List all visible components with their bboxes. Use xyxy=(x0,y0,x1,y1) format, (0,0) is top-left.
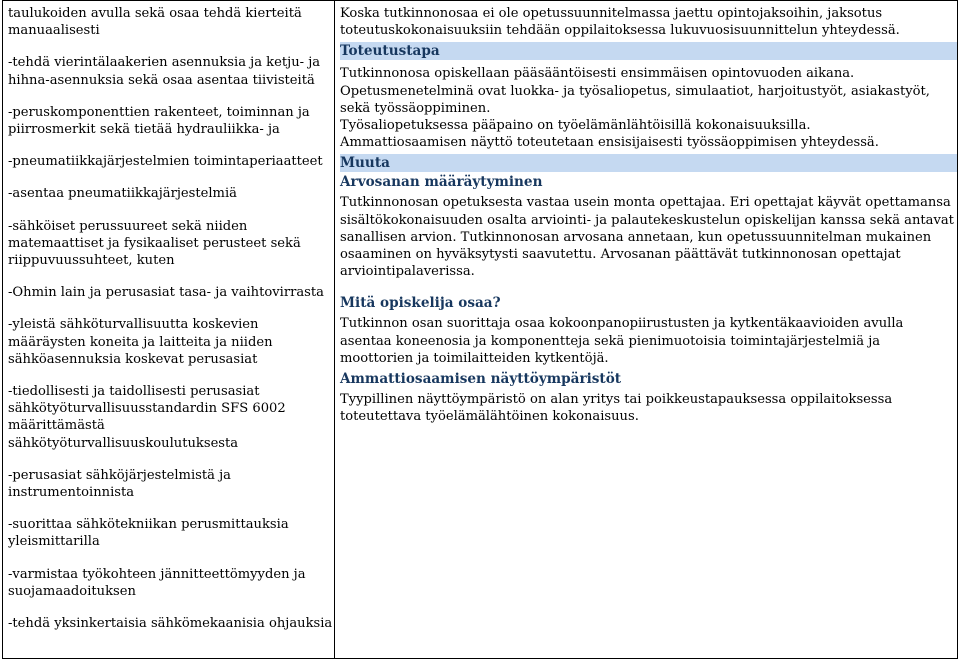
left-item: -tehdä vierintälaakerien asennuksia ja ketju- ja hihna-asennuksia sekä osaa asentaa tiivisteitä xyxy=(8,55,321,88)
ymparisto-text: Tyypillinen näyttöympäristö on alan yritys tai poikkeustapauksessa oppilaitoksessa toteutettava työelämälähtöinen kokonaisuus. xyxy=(340,392,893,425)
left-item: -perusasiat sähköjärjestelmistä ja instrumentoinnista xyxy=(8,467,231,501)
left-item: -yleistä sähköturvallisuutta koskevien määräysten koneita ja laitteita ja niiden sähköasennuksia koskevat perusasiat xyxy=(8,317,273,367)
mita-text: Tutkinnon osan suorittaja osaa kokoonpanopiirustusten ja kytkentäkaavioiden avulla asentaa koneenosia ja komponentteja sekä pienimuotoisia toimintajärjestelmiä ja moottorien ja toimilaitteiden kytkentöjä. xyxy=(340,316,904,366)
left-item: -sähköiset perussuureet sekä niiden matemaattiset ja fysikaaliset perusteet sekä riippuvuussuhteet, kuten xyxy=(8,218,301,269)
left-item: taulukoiden avulla sekä osaa tehdä kierteitä manuaalisesti xyxy=(8,6,302,39)
toteutustapa-heading: Toteutustapa xyxy=(340,42,957,60)
left-item: -Ohmin lain ja perusasiat tasa- ja vaihtovirrasta xyxy=(8,285,324,301)
right-column xyxy=(335,0,958,659)
toteutustapa-line: Työsaliopetuksessa pääpaino on työelämänlähtöisillä kokonaisuuksilla. xyxy=(340,118,811,134)
ymparisto-heading: Ammattiosaamisen näyttöympäristöt xyxy=(340,371,622,388)
arvosana-text: Tutkinnonosan opetuksesta vastaa usein monta opettajaa. Eri opettajat käyvät opettamansa sisältökokonaisuuden osalta arviointi- ja palautekeskustelun opiskelijan kanssa sekä antavat sanallisen arvion. Tutkinnonosan arvosana annetaan, kun opetussuunnitelman mukainen osaaminen on hyväksytysti saavutettu. Arvosanan päättävät tutkinnonosan opettajat arviointipalaverissa. xyxy=(340,195,954,280)
left-item: -tiedollisesti ja taidollisesti perusasiat sähkötyöturvallisuusstandardin SFS 6002 määrittämästä sähkötyöturvallisuuskoulutuksesta xyxy=(8,384,286,451)
left-item: -pneumatiikkajärjestelmien toimintaperiaatteet xyxy=(8,154,323,170)
toteutustapa-line: Ammattiosaamisen näyttö toteutetaan ensisijaisesti työssäoppimisen yhteydessä. xyxy=(340,135,879,151)
left-item: -tehdä yksinkertaisia sähkömekaanisia ohjauksia xyxy=(8,616,333,632)
spacer xyxy=(340,280,957,294)
toteutustapa-line: Tutkinnonosa opiskellaan pääsääntöisesti ensimmäisen opintovuoden aikana. xyxy=(340,66,855,82)
left-item: -varmistaa työkohteen jännitteettömyyden ja suojamaadoituksen xyxy=(8,566,306,599)
intro-text: Koska tutkinnonosaa ei ole opetussuunnitelmassa jaettu opintojaksoihin, jaksotus toteutuskokonaisuuksiin tehdään oppilaitoksessa lukuvuosisuunnittelun yhteydessä. xyxy=(340,6,900,39)
mita-heading: Mitä opiskelija osaa? xyxy=(340,295,501,312)
left-column xyxy=(2,0,335,659)
left-item: -asentaa pneumatiikkajärjestelmiä xyxy=(8,186,237,202)
toteutustapa-line: Opetusmenetelminä ovat luokka- ja työsaliopetus, simulaatiot, harjoitustyöt, asiakastyöt, sekä työssäoppiminen. xyxy=(340,83,930,116)
left-item: -peruskomponenttien rakenteet, toiminnan ja piirrosmerkit sekä tietää hydrauliikka- ja xyxy=(8,104,310,138)
arvosana-heading: Arvosanan määräytyminen xyxy=(340,174,543,191)
left-item: -suorittaa sähkötekniikan perusmittauksia yleismittarilla xyxy=(8,517,289,550)
muuta-heading: Muuta xyxy=(340,154,957,172)
